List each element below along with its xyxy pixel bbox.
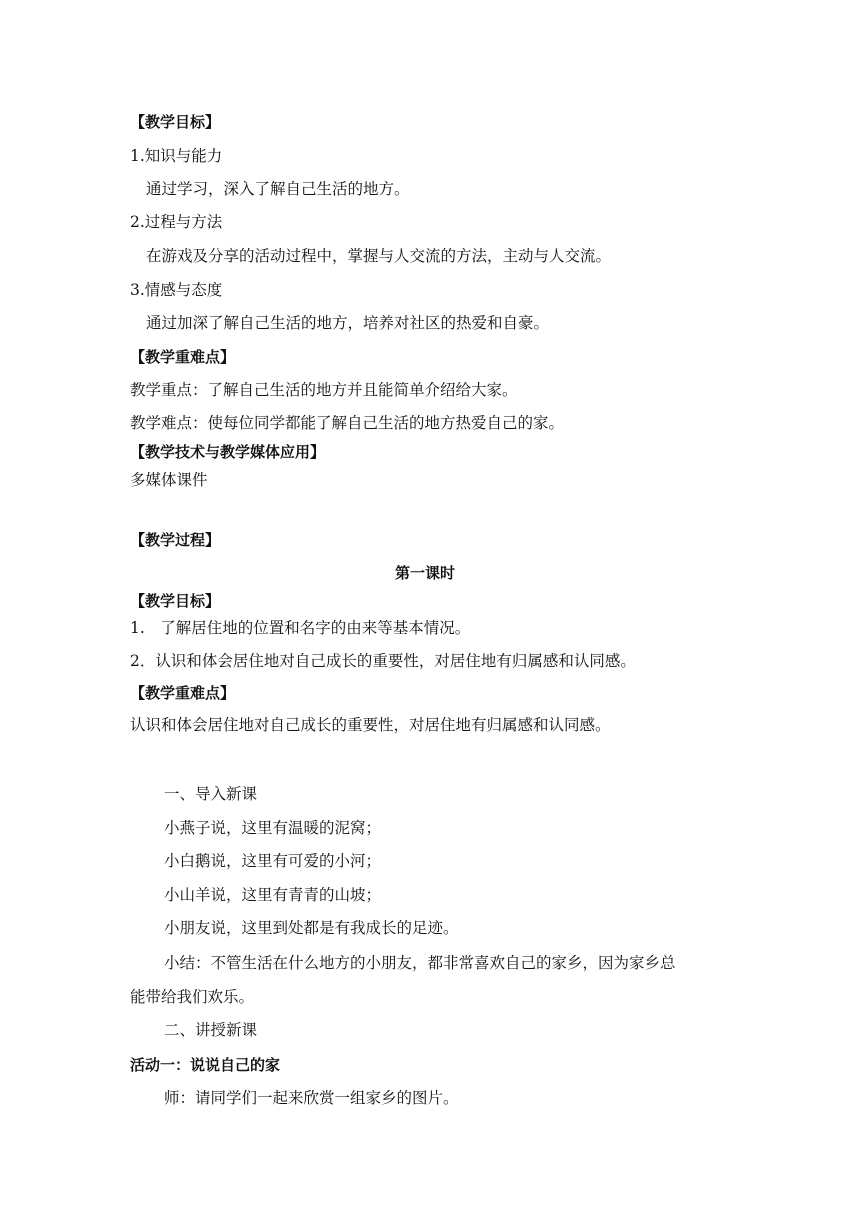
goal2-title: 2.过程与方法 <box>130 213 223 231</box>
goal3-title: 3.情感与态度 <box>130 281 223 299</box>
lesson-keypoints-heading: 【教学重难点】 <box>130 684 236 702</box>
lesson-keypoints-text: 认识和体会居住地对自己成长的重要性，对居住地有归属感和认同感。 <box>130 716 611 734</box>
intro-line-1: 小燕子说，这里有温暖的泥窝； <box>164 819 382 837</box>
lesson-goal-1: 1. 了解居住地的位置和名字的由来等基本情况。 <box>130 619 471 637</box>
goal3-text: 通过加深了解自己生活的地方，培养对社区的热爱和自豪。 <box>146 314 550 332</box>
teacher-line: 师：请同学们一起来欣赏一组家乡的图片。 <box>164 1089 459 1107</box>
keypoint-main: 教学重点：了解自己生活的地方并且能简单介绍给大家。 <box>130 381 518 399</box>
section1-title: 一、导入新课 <box>164 785 258 803</box>
summary-line-1: 小结：不管生活在什么地方的小朋友，都非常喜欢自己的家乡，因为家乡总 <box>164 954 676 972</box>
process-heading: 【教学过程】 <box>130 531 221 549</box>
goal2-text: 在游戏及分享的活动过程中，掌握与人交流的方法，主动与人交流。 <box>146 247 612 265</box>
goal1-text: 通过学习，深入了解自己生活的地方。 <box>146 180 410 198</box>
intro-line-4: 小朋友说，这里到处都是有我成长的足迹。 <box>164 919 459 937</box>
activity1-title: 活动一：说说自己的家 <box>130 1056 281 1074</box>
tech-heading: 【教学技术与教学媒体应用】 <box>130 443 326 461</box>
lesson-goal-2: 2．认识和体会居住地对自己成长的重要性，对居住地有归属感和认同感。 <box>130 652 636 670</box>
intro-line-3: 小山羊说，这里有青青的山坡； <box>164 886 382 904</box>
keypoint-difficult: 教学难点：使每位同学都能了解自己生活的地方热爱自己的家。 <box>130 414 565 432</box>
summary-line-2: 能带给我们欢乐。 <box>130 988 255 1006</box>
lesson-goals-heading: 【教学目标】 <box>130 592 221 610</box>
keypoints-heading: 【教学重难点】 <box>130 348 236 366</box>
lesson-title: 第一课时 <box>394 564 455 582</box>
intro-line-2: 小白鹅说，这里有可爱的小河； <box>164 852 382 870</box>
section2-title: 二、讲授新课 <box>164 1021 258 1039</box>
tech-text: 多媒体课件 <box>130 471 208 489</box>
goal1-title: 1.知识与能力 <box>130 147 223 165</box>
goals-heading: 【教学目标】 <box>130 113 221 131</box>
